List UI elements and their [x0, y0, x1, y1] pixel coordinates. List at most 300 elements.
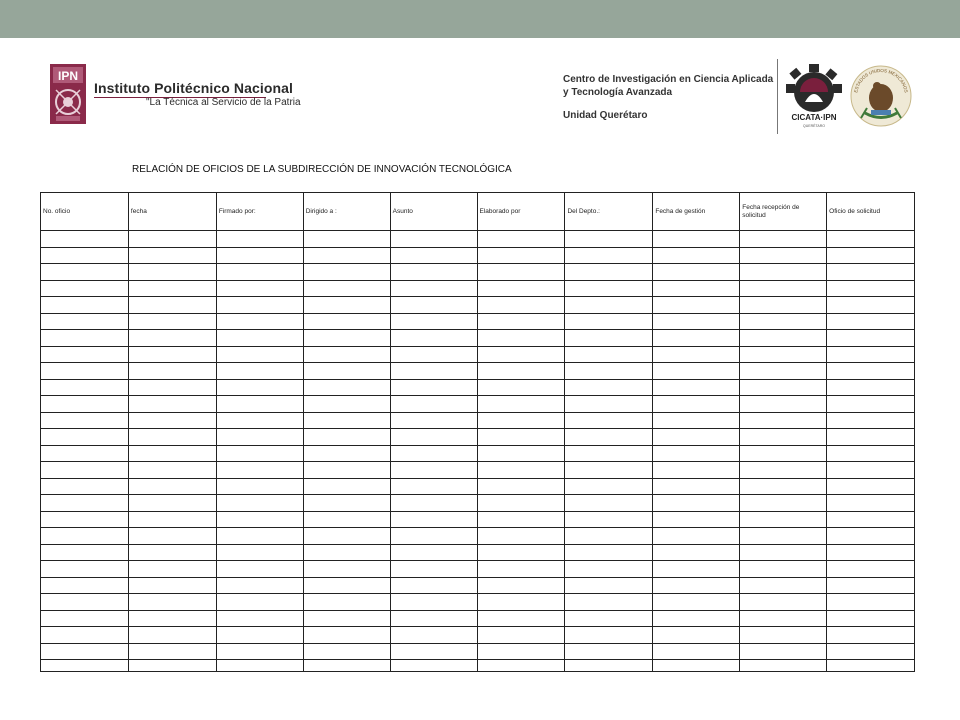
table-row: [41, 248, 914, 265]
table-cell[interactable]: [41, 644, 129, 660]
table-cell[interactable]: [129, 380, 217, 396]
table-cell[interactable]: [217, 330, 304, 346]
table-cell[interactable]: [41, 380, 129, 396]
table-cell[interactable]: [391, 512, 478, 528]
table-cell[interactable]: [41, 347, 129, 363]
table-cell[interactable]: [478, 330, 566, 346]
table-cell[interactable]: [217, 611, 304, 627]
table-cell[interactable]: [41, 462, 129, 478]
table-cell[interactable]: [565, 512, 653, 528]
table-cell[interactable]: [391, 660, 478, 672]
table-cell[interactable]: [41, 479, 129, 495]
table-cell[interactable]: [391, 561, 478, 577]
table-cell[interactable]: [827, 264, 914, 280]
table-cell[interactable]: [827, 363, 914, 379]
table-cell[interactable]: [478, 347, 566, 363]
table-cell[interactable]: [304, 330, 391, 346]
table-cell[interactable]: [565, 396, 653, 412]
table-cell[interactable]: [129, 297, 217, 313]
table-cell[interactable]: [827, 413, 914, 429]
table-cell[interactable]: [304, 660, 391, 672]
table-cell[interactable]: [41, 264, 129, 280]
table-cell[interactable]: [565, 528, 653, 544]
table-row: [41, 561, 914, 578]
table-cell[interactable]: [827, 347, 914, 363]
table-cell[interactable]: [391, 363, 478, 379]
table-cell[interactable]: [304, 347, 391, 363]
table-cell[interactable]: [740, 363, 827, 379]
table-cell[interactable]: [827, 644, 914, 660]
table-cell[interactable]: [41, 561, 129, 577]
table-cell[interactable]: [217, 248, 304, 264]
column-header: Oficio de solicitud: [829, 207, 881, 215]
table-cell[interactable]: [827, 330, 914, 346]
table-cell[interactable]: [478, 413, 566, 429]
table-cell[interactable]: [217, 396, 304, 412]
table-cell[interactable]: [478, 528, 566, 544]
table-cell[interactable]: [478, 545, 566, 561]
table-cell[interactable]: [827, 561, 914, 577]
table-cell[interactable]: [478, 578, 566, 594]
table-cell[interactable]: [391, 314, 478, 330]
column-header: Fecha de gestión: [653, 193, 740, 230]
table-cell[interactable]: [565, 462, 653, 478]
table-row: [41, 446, 914, 463]
table-cell[interactable]: [391, 396, 478, 412]
unit-name: Unidad Querétaro: [563, 110, 648, 121]
column-header: Elaborado por: [478, 193, 566, 230]
oficios-table: [40, 192, 915, 672]
table-cell[interactable]: [565, 297, 653, 313]
table-row: [41, 314, 914, 331]
table-cell[interactable]: [565, 248, 653, 264]
table-cell[interactable]: [217, 495, 304, 511]
table-cell[interactable]: [478, 248, 566, 264]
table-cell[interactable]: [129, 363, 217, 379]
table-cell[interactable]: [740, 545, 827, 561]
table-cell[interactable]: [565, 479, 653, 495]
table-cell[interactable]: [217, 297, 304, 313]
table-cell[interactable]: [41, 495, 129, 511]
table-cell[interactable]: [217, 528, 304, 544]
table-cell[interactable]: [740, 479, 827, 495]
table-cell[interactable]: [653, 264, 740, 280]
table-cell[interactable]: [304, 594, 391, 610]
table-cell[interactable]: [478, 314, 566, 330]
table-cell[interactable]: [129, 264, 217, 280]
table-cell[interactable]: [41, 363, 129, 379]
table-cell[interactable]: [565, 314, 653, 330]
table-cell[interactable]: [41, 330, 129, 346]
table-cell[interactable]: [129, 281, 217, 297]
table-cell[interactable]: [41, 528, 129, 544]
table-cell[interactable]: [391, 264, 478, 280]
table-cell[interactable]: [304, 446, 391, 462]
table-cell[interactable]: [129, 545, 217, 561]
table-cell[interactable]: [653, 495, 740, 511]
table-cell[interactable]: [217, 462, 304, 478]
table-cell[interactable]: [129, 561, 217, 577]
table-cell[interactable]: [827, 627, 914, 643]
table-cell[interactable]: [740, 413, 827, 429]
table-cell[interactable]: [129, 231, 217, 247]
table-cell[interactable]: [740, 446, 827, 462]
table-cell[interactable]: [391, 611, 478, 627]
table-cell[interactable]: [565, 330, 653, 346]
table-cell[interactable]: [304, 545, 391, 561]
table-cell[interactable]: [478, 429, 566, 445]
table-cell[interactable]: [653, 462, 740, 478]
table-cell[interactable]: [391, 545, 478, 561]
table-cell[interactable]: [565, 611, 653, 627]
table-row: [41, 495, 914, 512]
cicata-logo: [783, 62, 845, 130]
seal-text: ESTADOS UNIDOS MEXICANOS: [853, 67, 909, 94]
table-cell[interactable]: [740, 429, 827, 445]
table-cell[interactable]: [740, 611, 827, 627]
table-cell[interactable]: [827, 446, 914, 462]
table-cell[interactable]: [478, 627, 566, 643]
table-cell[interactable]: [304, 512, 391, 528]
table-cell[interactable]: [217, 363, 304, 379]
table-cell[interactable]: [391, 231, 478, 247]
table-cell[interactable]: [391, 446, 478, 462]
table-cell[interactable]: [478, 231, 566, 247]
table-cell[interactable]: [217, 413, 304, 429]
table-cell[interactable]: [304, 396, 391, 412]
table-cell[interactable]: [740, 231, 827, 247]
column-header: Fecha recepción de solicitud: [740, 193, 827, 230]
table-cell[interactable]: [478, 611, 566, 627]
table-cell[interactable]: [129, 347, 217, 363]
table-cell[interactable]: [827, 281, 914, 297]
table-cell[interactable]: [41, 594, 129, 610]
table-cell[interactable]: [827, 248, 914, 264]
table-cell[interactable]: [827, 495, 914, 511]
table-cell[interactable]: [41, 396, 129, 412]
table-cell[interactable]: [478, 594, 566, 610]
table-cell[interactable]: [304, 528, 391, 544]
table-cell[interactable]: [478, 644, 566, 660]
table-cell[interactable]: [391, 479, 478, 495]
table-row: [41, 330, 914, 347]
table-cell[interactable]: [217, 347, 304, 363]
table-cell[interactable]: [565, 594, 653, 610]
table-cell[interactable]: [565, 561, 653, 577]
table-cell[interactable]: [129, 495, 217, 511]
ipn-logo-text: IPN: [57, 69, 79, 83]
table-cell[interactable]: [827, 380, 914, 396]
table-cell[interactable]: [217, 429, 304, 445]
table-cell[interactable]: [391, 413, 478, 429]
table-cell[interactable]: [304, 495, 391, 511]
table-cell[interactable]: [565, 545, 653, 561]
table-cell[interactable]: [740, 264, 827, 280]
table-cell[interactable]: [740, 347, 827, 363]
table-cell[interactable]: [41, 512, 129, 528]
table-cell[interactable]: [129, 446, 217, 462]
table-cell[interactable]: [740, 594, 827, 610]
table-cell[interactable]: [304, 462, 391, 478]
table-cell[interactable]: [653, 528, 740, 544]
table-cell[interactable]: [565, 446, 653, 462]
table-cell[interactable]: [391, 380, 478, 396]
table-row: [41, 479, 914, 496]
table-cell[interactable]: [304, 281, 391, 297]
mexico-seal: [847, 58, 915, 136]
table-cell[interactable]: [740, 396, 827, 412]
table-cell[interactable]: [129, 528, 217, 544]
table-cell[interactable]: [217, 627, 304, 643]
table-cell[interactable]: [565, 495, 653, 511]
table-cell[interactable]: [129, 413, 217, 429]
table-cell[interactable]: [391, 330, 478, 346]
table-cell[interactable]: [217, 644, 304, 660]
table-cell[interactable]: [827, 231, 914, 247]
table-cell[interactable]: [129, 330, 217, 346]
table-row: [41, 528, 914, 545]
table-cell[interactable]: [41, 429, 129, 445]
table-cell[interactable]: [391, 462, 478, 478]
table-cell[interactable]: [653, 644, 740, 660]
table-cell[interactable]: [827, 545, 914, 561]
table-cell[interactable]: [217, 314, 304, 330]
table-cell[interactable]: [653, 281, 740, 297]
table-cell[interactable]: [740, 495, 827, 511]
table-cell[interactable]: [827, 660, 914, 672]
document-title: RELACIÓN DE OFICIOS DE LA SUBDIRECCIÓN DE INNOVACIÓN TECNOLÓGICA: [132, 164, 512, 175]
table-cell[interactable]: [41, 446, 129, 462]
table-cell[interactable]: [740, 627, 827, 643]
table-cell[interactable]: [740, 512, 827, 528]
table-cell[interactable]: [391, 528, 478, 544]
table-cell[interactable]: [478, 297, 566, 313]
table-cell[interactable]: [565, 380, 653, 396]
table-cell[interactable]: [41, 545, 129, 561]
table-cell[interactable]: [827, 578, 914, 594]
table-cell[interactable]: [565, 363, 653, 379]
table-cell[interactable]: [391, 429, 478, 445]
table-cell[interactable]: [217, 561, 304, 577]
table-cell[interactable]: [653, 627, 740, 643]
table-cell[interactable]: [41, 281, 129, 297]
table-cell[interactable]: [565, 429, 653, 445]
table-cell[interactable]: [827, 512, 914, 528]
table-cell[interactable]: [304, 644, 391, 660]
table-cell[interactable]: [740, 660, 827, 672]
table-cell[interactable]: [41, 248, 129, 264]
table-cell[interactable]: [478, 446, 566, 462]
table-cell[interactable]: [41, 297, 129, 313]
table-cell[interactable]: [304, 231, 391, 247]
table-cell[interactable]: [653, 347, 740, 363]
table-cell[interactable]: [478, 396, 566, 412]
ipn-name: Instituto Politécnico Nacional: [94, 80, 294, 96]
table-cell[interactable]: [129, 314, 217, 330]
table-cell[interactable]: [478, 264, 566, 280]
table-cell[interactable]: [304, 611, 391, 627]
table-cell[interactable]: [41, 578, 129, 594]
table-cell[interactable]: [740, 330, 827, 346]
table-cell[interactable]: [129, 396, 217, 412]
table-cell[interactable]: [478, 561, 566, 577]
table-cell[interactable]: [217, 578, 304, 594]
table-cell[interactable]: [740, 578, 827, 594]
table-cell[interactable]: [565, 413, 653, 429]
table-cell[interactable]: [653, 446, 740, 462]
table-cell[interactable]: [653, 660, 740, 672]
table-cell[interactable]: [653, 429, 740, 445]
table-cell[interactable]: [41, 627, 129, 643]
table-cell[interactable]: [304, 627, 391, 643]
table-cell[interactable]: [653, 248, 740, 264]
table-cell[interactable]: [653, 479, 740, 495]
table-cell[interactable]: [217, 594, 304, 610]
table-cell[interactable]: [41, 413, 129, 429]
table-cell[interactable]: [217, 231, 304, 247]
table-cell[interactable]: [129, 578, 217, 594]
table-cell[interactable]: [653, 611, 740, 627]
table-cell[interactable]: [304, 363, 391, 379]
table-cell[interactable]: [391, 248, 478, 264]
table-cell[interactable]: [653, 297, 740, 313]
table-cell[interactable]: [217, 446, 304, 462]
table-cell[interactable]: [740, 314, 827, 330]
table-cell[interactable]: [565, 578, 653, 594]
table-cell[interactable]: [478, 281, 566, 297]
table-cell[interactable]: [740, 644, 827, 660]
table-cell[interactable]: [653, 512, 740, 528]
table-cell[interactable]: [391, 644, 478, 660]
table-cell[interactable]: [304, 380, 391, 396]
table-cell[interactable]: [217, 512, 304, 528]
table-cell[interactable]: [129, 594, 217, 610]
table-cell[interactable]: [129, 248, 217, 264]
table-row: [41, 413, 914, 430]
table-cell[interactable]: [391, 297, 478, 313]
table-cell[interactable]: [304, 413, 391, 429]
table-cell[interactable]: [304, 429, 391, 445]
table-cell[interactable]: [565, 281, 653, 297]
table-cell[interactable]: [653, 380, 740, 396]
table-cell[interactable]: [653, 594, 740, 610]
table-cell[interactable]: [653, 314, 740, 330]
table-cell[interactable]: [740, 380, 827, 396]
table-row: [41, 611, 914, 628]
table-cell[interactable]: [217, 264, 304, 280]
table-cell[interactable]: [653, 545, 740, 561]
table-cell[interactable]: [827, 528, 914, 544]
table-cell[interactable]: [827, 396, 914, 412]
table-cell[interactable]: [827, 479, 914, 495]
table-cell[interactable]: [653, 330, 740, 346]
column-header: Dirigido a :: [304, 193, 391, 230]
table-cell[interactable]: [827, 611, 914, 627]
table-cell[interactable]: [827, 429, 914, 445]
table-cell[interactable]: [478, 479, 566, 495]
table-cell[interactable]: [653, 396, 740, 412]
table-cell[interactable]: [653, 363, 740, 379]
table-cell[interactable]: [565, 347, 653, 363]
table-cell[interactable]: [217, 380, 304, 396]
table-cell[interactable]: [304, 264, 391, 280]
table-cell[interactable]: [129, 611, 217, 627]
table-cell[interactable]: [304, 479, 391, 495]
table-cell[interactable]: [740, 281, 827, 297]
table-cell[interactable]: [740, 528, 827, 544]
table-cell[interactable]: [478, 660, 566, 672]
table-cell[interactable]: [129, 479, 217, 495]
table-cell[interactable]: [217, 281, 304, 297]
table-cell[interactable]: [304, 578, 391, 594]
table-cell[interactable]: [41, 611, 129, 627]
table-cell[interactable]: [391, 578, 478, 594]
table-cell[interactable]: [129, 627, 217, 643]
table-cell[interactable]: [129, 660, 217, 672]
table-cell[interactable]: [565, 660, 653, 672]
table-cell[interactable]: [653, 561, 740, 577]
table-cell[interactable]: [217, 660, 304, 672]
table-cell[interactable]: [217, 545, 304, 561]
table-cell[interactable]: [41, 314, 129, 330]
table-cell[interactable]: [129, 644, 217, 660]
table-cell[interactable]: [217, 479, 304, 495]
table-cell[interactable]: [565, 627, 653, 643]
table-cell[interactable]: [653, 231, 740, 247]
table-cell[interactable]: [41, 231, 129, 247]
table-cell[interactable]: [391, 627, 478, 643]
table-cell[interactable]: [391, 281, 478, 297]
table-cell[interactable]: [827, 297, 914, 313]
table-row: [41, 594, 914, 611]
table-cell[interactable]: [565, 231, 653, 247]
table-cell[interactable]: [827, 314, 914, 330]
table-cell[interactable]: [478, 380, 566, 396]
table-cell[interactable]: [740, 561, 827, 577]
table-cell[interactable]: [565, 644, 653, 660]
table-cell[interactable]: [41, 660, 129, 672]
table-cell[interactable]: [129, 429, 217, 445]
table-row: [41, 578, 914, 595]
table-cell[interactable]: [478, 495, 566, 511]
cicata-logo-subtext: QUERÉTARO: [803, 124, 825, 128]
table-cell[interactable]: [391, 347, 478, 363]
header-divider: [777, 59, 778, 134]
table-cell[interactable]: [304, 561, 391, 577]
table-cell[interactable]: [740, 462, 827, 478]
table-cell[interactable]: [653, 578, 740, 594]
table-cell[interactable]: [478, 512, 566, 528]
cicata-logo-text: CICATA·IPN: [791, 113, 837, 122]
table-cell[interactable]: [129, 512, 217, 528]
table-cell[interactable]: [478, 363, 566, 379]
table-cell[interactable]: [391, 594, 478, 610]
center-name: Centro de Investigación en Ciencia Aplicada y Tecnología Avanzada: [563, 74, 774, 98]
table-cell[interactable]: [129, 462, 217, 478]
table-row: [41, 347, 914, 364]
table-cell[interactable]: [827, 594, 914, 610]
table-cell[interactable]: [565, 264, 653, 280]
table-cell[interactable]: [391, 495, 478, 511]
table-cell[interactable]: [304, 314, 391, 330]
table-cell[interactable]: [740, 297, 827, 313]
table-cell[interactable]: [827, 462, 914, 478]
table-cell[interactable]: [304, 248, 391, 264]
table-cell[interactable]: [740, 248, 827, 264]
table-cell[interactable]: [304, 297, 391, 313]
table-cell[interactable]: [478, 462, 566, 478]
table-cell[interactable]: [653, 413, 740, 429]
